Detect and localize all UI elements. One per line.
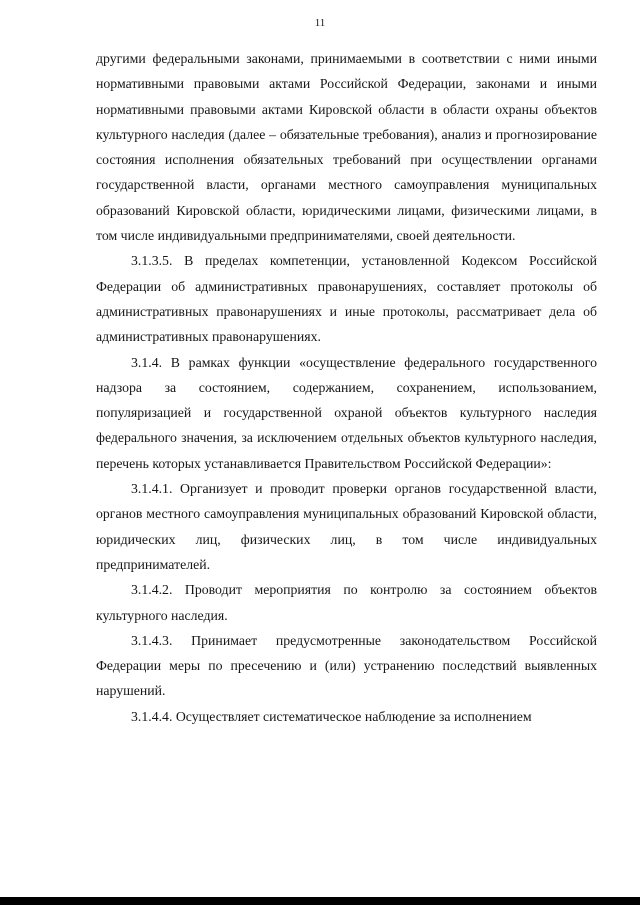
page-number: 11: [314, 17, 326, 29]
scan-edge-bar: [0, 897, 640, 905]
paragraph-3-1-4-1: 3.1.4.1. Организует и проводит проверки органов государственной власти, органов местного самоуправления муниципальных образований Кировской области, юридических лиц, физических лиц, в том числе индивидуальных предпринимателей.: [96, 481, 597, 572]
paragraph-3-1-4: 3.1.4. В рамках функции «осуществление федерального государственного надзора за состоянием, содержанием, сохранением, использованием, популяризацией и государственной охраной объектов культурного наследия федерального значения, за исключением отдельных объектов культурного наследия, перечень которых устанавливается Правительством Российской Федерации»:: [96, 354, 597, 471]
paragraph-continuation: другими федеральными законами, принимаемыми в соответствии с ними иными нормативными правовыми актами Российской Федерации, законами и иными нормативными правовыми актами Кировской области в области охраны объектов культурного наследия (далее – обязательные требования), анализ и прогнозирование состояния исполнения обязательных требований при осуществлении органами государственной власти, органами местного самоуправления муниципальных образований Кировской области, юридическими лицами, физическими лицами, в том числе индивидуальными предпринимателями, своей деятельности.: [96, 51, 597, 244]
paragraph-3-1-4-2: 3.1.4.2. Проводит мероприятия по контролю за состоянием объектов культурного наследия.: [96, 582, 597, 623]
document-body: [96, 46, 597, 729]
paragraph-3-1-4-3: 3.1.4.3. Принимает предусмотренные законодательством Российской Федерации меры по пресечению и (или) устранению последствий выявленных нарушений.: [96, 632, 597, 699]
paragraph-3-1-3-5: 3.1.3.5. В пределах компетенции, установленной Кодексом Российской Федерации об административных правонарушениях, составляет протоколы об административных правонарушениях и иные протоколы, рассматривает дела об административных правонарушениях.: [96, 253, 597, 345]
paragraph-3-1-4-4: 3.1.4.4. Осуществляет систематическое наблюдение за исполнением: [131, 708, 532, 724]
